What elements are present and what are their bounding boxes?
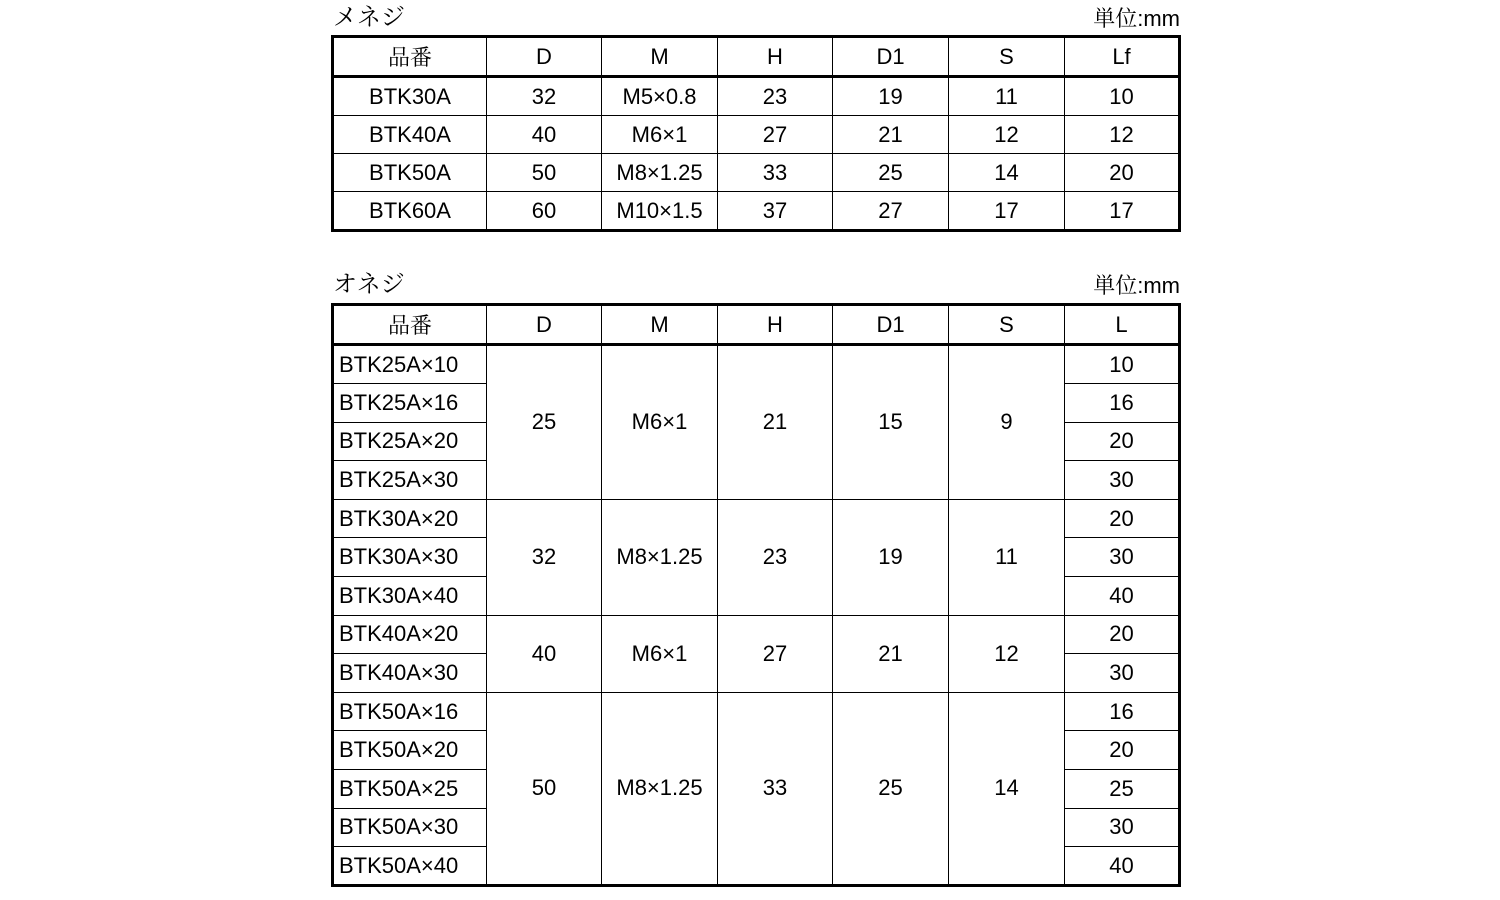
merged-m-cell: M8×1.25	[602, 692, 718, 885]
length-cell: 30	[1065, 808, 1180, 847]
part-number-cell: BTK25A×16	[333, 384, 487, 423]
merged-s-cell: 9	[949, 345, 1065, 500]
table-cell: 32	[487, 77, 602, 116]
table-row	[333, 116, 1180, 154]
table-row	[333, 692, 1180, 731]
header-d: D	[487, 305, 602, 345]
male-unit-label: 単位:mm	[1093, 273, 1180, 298]
part-number-cell: BTK30A×30	[333, 538, 487, 577]
table-cell: 17	[1065, 192, 1180, 231]
table-cell: 12	[949, 116, 1065, 154]
part-number-cell: BTK25A×30	[333, 461, 487, 500]
merged-s-cell: 12	[949, 615, 1065, 692]
part-number-cell: BTK50A×25	[333, 769, 487, 808]
part-number-cell: BTK25A×10	[333, 345, 487, 384]
table-cell: M10×1.5	[602, 192, 718, 231]
merged-d-cell: 25	[487, 345, 602, 500]
table-cell: 12	[1065, 116, 1180, 154]
merged-h-cell: 27	[718, 615, 833, 692]
merged-d-cell: 40	[487, 615, 602, 692]
table-header-row	[333, 37, 1180, 77]
header-part-number: 品番	[333, 305, 487, 345]
header-h: H	[718, 37, 833, 77]
merged-h-cell: 33	[718, 692, 833, 885]
header-h: H	[718, 305, 833, 345]
length-cell: 25	[1065, 769, 1180, 808]
part-number-cell: BTK50A×16	[333, 692, 487, 731]
table-cell: 40	[487, 116, 602, 154]
merged-h-cell: 23	[718, 499, 833, 615]
table-cell: 33	[718, 154, 833, 192]
length-cell: 16	[1065, 692, 1180, 731]
table-cell: 50	[487, 154, 602, 192]
header-s: S	[949, 37, 1065, 77]
header-d1: D1	[833, 37, 949, 77]
length-cell: 16	[1065, 384, 1180, 423]
table-row	[333, 615, 1180, 654]
table-cell: 21	[833, 116, 949, 154]
length-cell: 30	[1065, 538, 1180, 577]
merged-m-cell: M6×1	[602, 615, 718, 692]
table-cell: 27	[833, 192, 949, 231]
table-cell: 20	[1065, 154, 1180, 192]
merged-d-cell: 32	[487, 499, 602, 615]
table-cell: 25	[833, 154, 949, 192]
part-number-cell: BTK50A×40	[333, 847, 487, 886]
part-number-cell: BTK50A	[333, 154, 487, 192]
length-cell: 40	[1065, 576, 1180, 615]
table-row	[333, 345, 1180, 384]
female-section-title: メネジ	[333, 4, 405, 31]
part-number-cell: BTK40A	[333, 116, 487, 154]
table-cell: M8×1.25	[602, 154, 718, 192]
table-cell: M6×1	[602, 116, 718, 154]
table-cell: 17	[949, 192, 1065, 231]
female-spec-table	[331, 35, 1181, 232]
header-m: M	[602, 305, 718, 345]
header-lf: Lf	[1065, 37, 1180, 77]
male-section-title: オネジ	[333, 271, 405, 298]
table-cell: 14	[949, 154, 1065, 192]
length-cell: 10	[1065, 345, 1180, 384]
part-number-cell: BTK30A×40	[333, 576, 487, 615]
merged-h-cell: 21	[718, 345, 833, 500]
table-row	[333, 499, 1180, 538]
header-l: L	[1065, 305, 1180, 345]
part-number-cell: BTK30A	[333, 77, 487, 116]
part-number-cell: BTK25A×20	[333, 422, 487, 461]
length-cell: 20	[1065, 422, 1180, 461]
table-row	[333, 192, 1180, 231]
part-number-cell: BTK40A×20	[333, 615, 487, 654]
header-s: S	[949, 305, 1065, 345]
table-row	[333, 154, 1180, 192]
table-cell: 27	[718, 116, 833, 154]
length-cell: 40	[1065, 847, 1180, 886]
table-cell: 37	[718, 192, 833, 231]
table-cell: 10	[1065, 77, 1180, 116]
length-cell: 30	[1065, 654, 1180, 693]
header-d: D	[487, 37, 602, 77]
merged-d1-cell: 21	[833, 615, 949, 692]
merged-m-cell: M6×1	[602, 345, 718, 500]
header-part-number: 品番	[333, 37, 487, 77]
table-cell: 23	[718, 77, 833, 116]
part-number-cell: BTK50A×30	[333, 808, 487, 847]
merged-s-cell: 14	[949, 692, 1065, 885]
merged-d1-cell: 19	[833, 499, 949, 615]
table-header-row	[333, 305, 1180, 345]
female-unit-label: 単位:mm	[1093, 6, 1180, 31]
length-cell: 20	[1065, 731, 1180, 770]
header-m: M	[602, 37, 718, 77]
table-cell: 11	[949, 77, 1065, 116]
merged-d-cell: 50	[487, 692, 602, 885]
part-number-cell: BTK50A×20	[333, 731, 487, 770]
table-cell: M5×0.8	[602, 77, 718, 116]
male-spec-table	[331, 303, 1181, 887]
length-cell: 20	[1065, 499, 1180, 538]
length-cell: 20	[1065, 615, 1180, 654]
length-cell: 30	[1065, 461, 1180, 500]
table-cell: 60	[487, 192, 602, 231]
header-d1: D1	[833, 305, 949, 345]
merged-d1-cell: 25	[833, 692, 949, 885]
part-number-cell: BTK60A	[333, 192, 487, 231]
merged-s-cell: 11	[949, 499, 1065, 615]
part-number-cell: BTK30A×20	[333, 499, 487, 538]
table-cell: 19	[833, 77, 949, 116]
merged-d1-cell: 15	[833, 345, 949, 500]
table-row	[333, 77, 1180, 116]
merged-m-cell: M8×1.25	[602, 499, 718, 615]
part-number-cell: BTK40A×30	[333, 654, 487, 693]
